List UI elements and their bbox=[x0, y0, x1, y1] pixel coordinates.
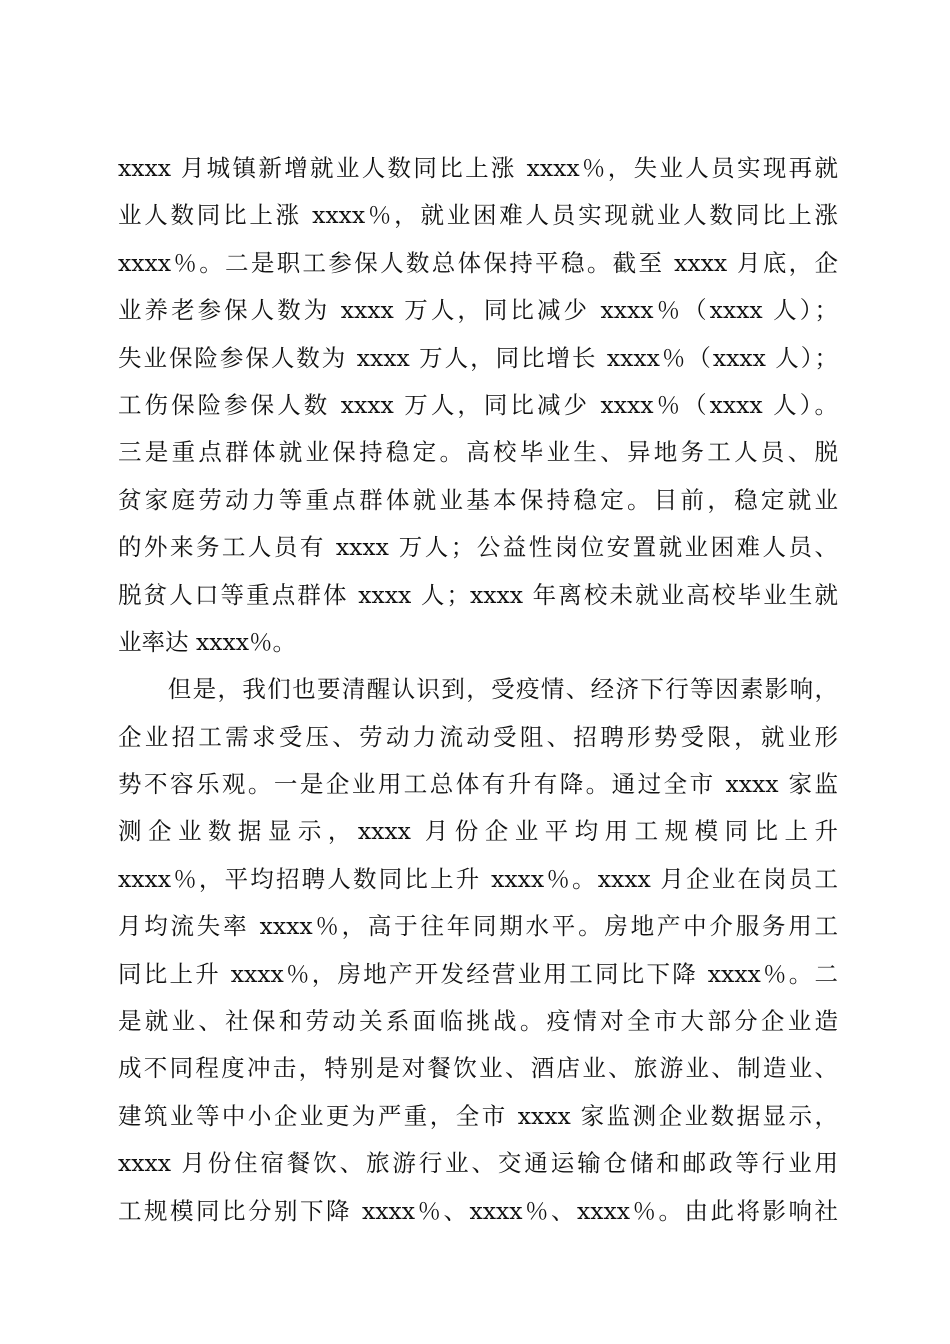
text-line: 业养老参保人数为 xxxx 万人，同比减少 xxxx％（xxxx 人）； bbox=[118, 296, 838, 325]
text-line: 成不同程度冲击，特别是对餐饮业、酒店业、旅游业、制造业、 bbox=[118, 1054, 838, 1083]
text-line: xxxx％。二是职工参保人数总体保持平稳。截至 xxxx 月底，企 bbox=[118, 248, 838, 277]
text-line: 建筑业等中小企业更为严重，全市 xxxx 家监测企业数据显示， bbox=[118, 1101, 838, 1130]
text-line: xxxx 月份住宿餐饮、旅游行业、交通运输仓储和邮政等行业用 bbox=[118, 1149, 838, 1178]
text-line: 月均流失率 xxxx％，高于往年同期水平。房地产中介服务用工 bbox=[118, 912, 838, 941]
text-line: 业人数同比上涨 xxxx％，就业困难人员实现就业人数同比上涨 bbox=[118, 201, 838, 230]
text-line: 企业招工需求受压、劳动力流动受阻、招聘形势受限，就业形 bbox=[118, 722, 838, 751]
text-line: 的外来务工人员有 xxxx 万人；公益性岗位安置就业困难人员、 bbox=[118, 533, 838, 562]
text-line: 是就业、社保和劳动关系面临挑战。疫情对全市大部分企业造 bbox=[118, 1007, 838, 1036]
text-line: 工伤保险参保人数 xxxx 万人，同比减少 xxxx％（xxxx 人）。 bbox=[118, 390, 838, 419]
text-line: 失业保险参保人数为 xxxx 万人，同比增长 xxxx％（xxxx 人）； bbox=[118, 343, 838, 372]
text-line: 脱贫人口等重点群体 xxxx 人；xxxx 年离校未就业高校毕业生就 bbox=[118, 580, 838, 609]
text-line: 工规模同比分别下降 xxxx％、xxxx％、xxxx％。由此将影响社 bbox=[118, 1196, 838, 1225]
text-line: 测企业数据显示，xxxx 月份企业平均用工规模同比上升 bbox=[118, 817, 838, 846]
text-line: 但是，我们也要清醒认识到，受疫情、经济下行等因素影响， bbox=[118, 675, 838, 704]
text-line: xxxx 月城镇新增就业人数同比上涨 xxxx％，失业人员实现再就 bbox=[118, 154, 838, 182]
text-line: 业率达 xxxx％。 bbox=[118, 627, 296, 656]
body-text bbox=[118, 145, 838, 1235]
text-line: 同比上升 xxxx％，房地产开发经营业用工同比下降 xxxx％。二 bbox=[118, 959, 838, 988]
text-line: 贫家庭劳动力等重点群体就业基本保持稳定。目前，稳定就业 bbox=[118, 485, 838, 514]
text-line: xxxx％，平均招聘人数同比上升 xxxx％。xxxx 月企业在岗员工 bbox=[118, 864, 838, 893]
text-line: 势不容乐观。一是企业用工总体有升有降。通过全市 xxxx 家监 bbox=[118, 770, 838, 799]
text-line: 三是重点群体就业保持稳定。高校毕业生、异地务工人员、脱 bbox=[118, 438, 838, 467]
